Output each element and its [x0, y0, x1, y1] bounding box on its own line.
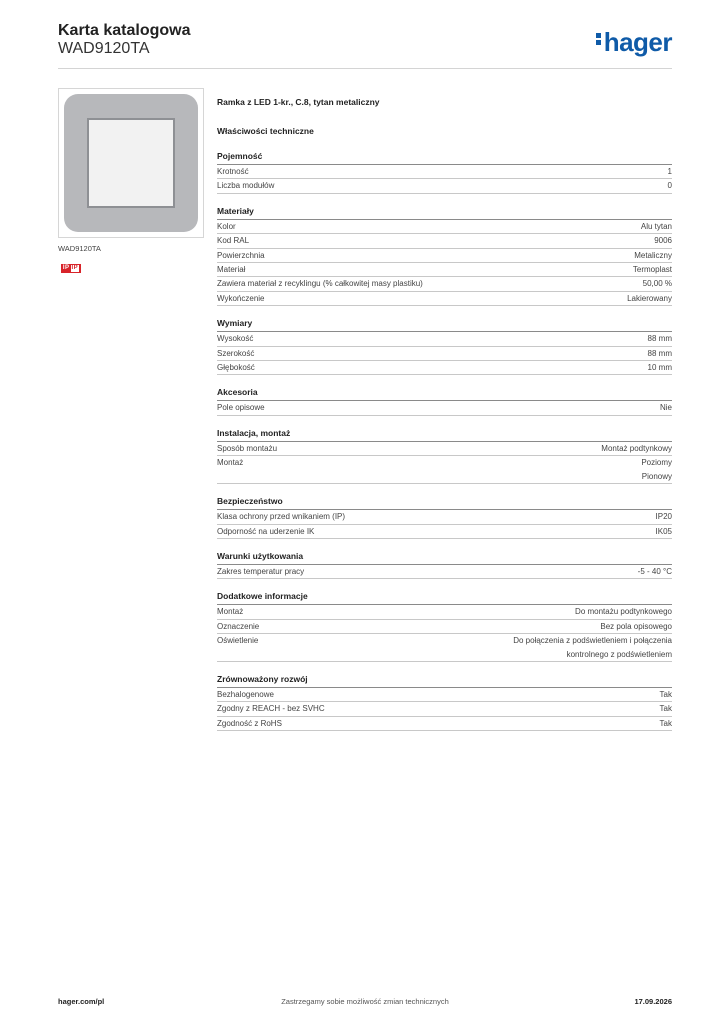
- spec-row: [217, 347, 672, 361]
- page-header: [58, 22, 672, 69]
- spec-value: Metaliczny: [634, 250, 672, 260]
- spec-section: [217, 428, 672, 484]
- spec-value: Tak: [659, 718, 672, 728]
- spec-label: Sposób montażu: [217, 443, 278, 453]
- hager-logo: [596, 28, 672, 56]
- spec-row: [217, 263, 672, 277]
- spec-value: IP20: [655, 512, 672, 522]
- spec-value: Do montażu podtynkowego: [575, 607, 672, 617]
- image-caption-code: WAD9120TA: [58, 244, 101, 253]
- spec-label: Kolor: [217, 221, 236, 231]
- spec-row: [217, 688, 672, 702]
- spec-value: 9006: [654, 236, 672, 246]
- spec-label: Klasa ochrony przed wnikaniem (IP): [217, 512, 346, 522]
- spec-section: [217, 387, 672, 415]
- product-image: [58, 88, 204, 238]
- spec-value: IK05: [655, 526, 672, 536]
- spec-row: [217, 277, 672, 291]
- spec-row: [217, 442, 672, 456]
- logo-dots-icon: [596, 31, 602, 47]
- spec-row: [217, 456, 672, 484]
- spec-value: Bez pola opisowego: [600, 621, 672, 631]
- spec-label: Odporność na uderzenie IK: [217, 526, 315, 536]
- spec-sections: [217, 151, 672, 731]
- spec-section: [217, 206, 672, 306]
- spec-value: Lakierowany: [627, 293, 672, 303]
- footer-website: hager.com/pl: [58, 997, 105, 1006]
- spec-value: 0: [667, 181, 672, 191]
- section-title: Dodatkowe informacje: [217, 591, 672, 605]
- spec-value: Poziomy Pionowy: [641, 458, 672, 481]
- footer-disclaimer: Zastrzegamy sobie możliwość zmian technicznych: [281, 997, 449, 1006]
- spec-row: [217, 292, 672, 306]
- spec-section: [217, 318, 672, 375]
- logo-text: hager: [603, 27, 672, 57]
- spec-label: Pole opisowe: [217, 403, 265, 413]
- ip-badge-left: IP: [62, 265, 70, 271]
- spec-value: Alu tytan: [640, 221, 672, 231]
- spec-label: Zakres temperatur pracy: [217, 566, 305, 576]
- spec-value: 88 mm: [647, 334, 672, 344]
- spec-value: Montaż podtynkowy: [601, 443, 672, 453]
- spec-value: -5 - 40 °C: [637, 566, 672, 576]
- spec-label: Szerokość: [217, 348, 255, 358]
- section-title: Pojemność: [217, 151, 672, 165]
- ip-badge-right: IP: [71, 265, 79, 271]
- spec-label: Wysokość: [217, 334, 254, 344]
- spec-label: Powierzchnia: [217, 250, 265, 260]
- spec-label: Zawiera materiał z recyklingu (% całkowitej masy plastiku): [217, 279, 423, 289]
- spec-row: [217, 565, 672, 579]
- document-title: Karta katalogowa: [58, 22, 191, 39]
- spec-label: Oznaczenie: [217, 621, 260, 631]
- frame-opening-shape: [87, 118, 175, 208]
- spec-row: [217, 332, 672, 346]
- section-title: Akcesoria: [217, 387, 672, 401]
- spec-label: Montaż: [217, 607, 244, 617]
- spec-label: Bezhalogenowe: [217, 689, 274, 699]
- spec-row: [217, 249, 672, 263]
- spec-label: Liczba modułów: [217, 181, 275, 191]
- spec-value: Tak: [659, 689, 672, 699]
- spec-section: [217, 591, 672, 662]
- spec-row: [217, 165, 672, 179]
- spec-label: Kod RAL: [217, 236, 250, 246]
- spec-label: Materiał: [217, 265, 246, 275]
- section-title: Zrównoważony rozwój: [217, 674, 672, 688]
- spec-section: [217, 496, 672, 539]
- spec-value: 88 mm: [647, 348, 672, 358]
- spec-label: Zgodność z RoHS: [217, 718, 282, 728]
- product-title: Ramka z LED 1-kr., C.8, tytan metaliczny: [217, 97, 380, 107]
- ip-badge-icon: [61, 264, 81, 273]
- spec-label: Wykończenie: [217, 293, 265, 303]
- spec-section: [217, 551, 672, 579]
- spec-value: 50,00 %: [642, 279, 672, 289]
- section-title: Wymiary: [217, 318, 672, 332]
- spec-row: [217, 525, 672, 539]
- footer-date: 17.09.2026: [634, 997, 672, 1006]
- technical-properties-heading: Właściwości techniczne: [217, 126, 314, 136]
- spec-label: Oświetlenie: [217, 636, 259, 646]
- frame-outer-shape: [64, 94, 198, 232]
- spec-value: Tak: [659, 704, 672, 714]
- spec-label: Zgodny z REACH - bez SVHC: [217, 704, 325, 714]
- spec-row: [217, 401, 672, 415]
- spec-row: [217, 179, 672, 193]
- spec-value: Termoplast: [632, 265, 672, 275]
- spec-value: 10 mm: [647, 363, 672, 373]
- spec-value: 1: [667, 167, 672, 176]
- spec-row: [217, 634, 672, 662]
- section-title: Bezpieczeństwo: [217, 496, 672, 510]
- spec-label: Głębokość: [217, 363, 255, 373]
- spec-row: [217, 702, 672, 716]
- spec-section: [217, 674, 672, 731]
- spec-row: [217, 234, 672, 248]
- product-code: WAD9120TA: [58, 40, 150, 57]
- spec-row: [217, 220, 672, 234]
- spec-row: [217, 717, 672, 731]
- spec-value: Do połączenia z podświetleniem i połączenia kontrolnego z podświetleniem: [513, 636, 672, 659]
- spec-label: Krotność: [217, 167, 249, 176]
- section-title: Instalacja, montaż: [217, 428, 672, 442]
- spec-value: Nie: [659, 403, 672, 413]
- section-title: Materiały: [217, 206, 672, 220]
- spec-label: Montaż: [217, 458, 244, 468]
- spec-row: [217, 510, 672, 524]
- spec-row: [217, 620, 672, 634]
- spec-row: [217, 605, 672, 619]
- section-title: Warunki użytkowania: [217, 551, 672, 565]
- spec-section: [217, 151, 672, 194]
- spec-row: [217, 361, 672, 375]
- spec-content: [217, 96, 672, 743]
